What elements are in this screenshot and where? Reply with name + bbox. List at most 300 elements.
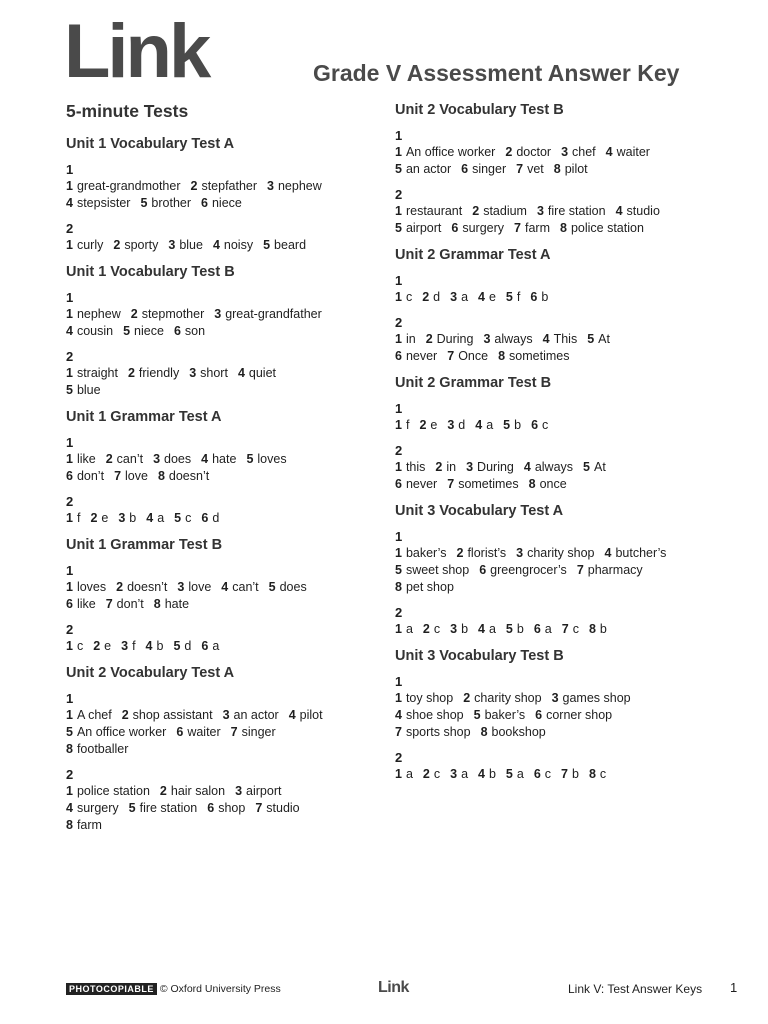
answer-item (66, 452, 96, 466)
answer-line (395, 562, 735, 579)
answer-number: 7 (255, 801, 263, 815)
answer-text: c (433, 767, 441, 781)
answer-text: police station (76, 784, 150, 798)
answer-text: doesn’t (168, 469, 210, 483)
answer-number: 7 (516, 162, 524, 176)
answer-line (395, 476, 735, 493)
answer-text: don’t (76, 469, 105, 483)
answer-text: never (405, 349, 438, 363)
answer-text: games shop (562, 691, 631, 705)
answer-text: f (516, 290, 521, 304)
answer-number: 5 (587, 332, 595, 346)
answer-number: 3 (536, 204, 544, 218)
answer-text: blue (76, 383, 101, 397)
answer-text: always (534, 460, 574, 474)
answer-number: 4 (542, 332, 550, 346)
answer-text: curly (76, 238, 104, 252)
answer-item (474, 708, 526, 722)
answer-number: 3 (450, 622, 458, 636)
answer-item (154, 597, 189, 611)
answer-text: a (157, 511, 165, 525)
answer-item (90, 511, 108, 525)
answer-item (118, 511, 136, 525)
exercise-block (66, 348, 376, 399)
answer-number: 1 (66, 580, 73, 594)
answer-item (201, 639, 219, 653)
answer-text: can’t (116, 452, 144, 466)
answer-item (168, 238, 203, 252)
exercise-number: 2 (395, 187, 403, 202)
answer-item (66, 383, 101, 397)
answer-number: 2 (127, 366, 135, 380)
answer-number: 6 (530, 290, 538, 304)
answer-text: At (598, 332, 610, 346)
answer-item (524, 460, 573, 474)
answer-test (66, 663, 376, 834)
answer-text: e (101, 511, 109, 525)
exercise-block (66, 289, 376, 340)
answer-number: 8 (498, 349, 506, 363)
exercise-block (395, 272, 735, 306)
answer-number: 4 (478, 622, 485, 636)
answer-number: 3 (561, 145, 569, 159)
footer-copyright (66, 983, 281, 995)
test-title: Unit 2 Vocabulary Test B (395, 102, 564, 118)
exercise-block (395, 604, 735, 638)
exercise-number: 2 (395, 443, 403, 458)
answer-number: 1 (395, 290, 402, 304)
answer-item (66, 238, 103, 252)
answer-text: son (184, 324, 206, 338)
answer-text: b (516, 622, 524, 636)
answer-number: 1 (66, 708, 73, 722)
answer-number: 7 (230, 725, 238, 739)
answer-text: a (544, 622, 552, 636)
answer-item (483, 332, 532, 346)
answer-line (66, 237, 376, 254)
answer-item (146, 639, 164, 653)
answer-item (506, 622, 524, 636)
answer-number: 7 (447, 477, 455, 491)
answer-text: blue (179, 238, 203, 252)
answer-text: sometimes (509, 349, 570, 363)
answer-line (395, 331, 735, 348)
answer-number: 1 (66, 784, 73, 798)
answer-number: 8 (153, 597, 161, 611)
answer-item (423, 767, 440, 781)
answer-item (395, 708, 464, 722)
answer-item (263, 238, 306, 252)
answer-number: 6 (533, 622, 541, 636)
answer-item (123, 324, 164, 338)
answer-number: 2 (472, 204, 480, 218)
answer-text: charity shop (527, 546, 595, 560)
answer-text: love (125, 469, 148, 483)
exercise-block (395, 528, 735, 596)
answer-text: short (200, 366, 228, 380)
answer-text: pharmacy (587, 563, 643, 577)
test-title: Unit 2 Vocabulary Test A (66, 665, 235, 681)
answer-text: don’t (116, 597, 144, 611)
answer-number: 2 (435, 460, 443, 474)
answer-item (160, 784, 225, 798)
answer-number: 8 (553, 162, 561, 176)
answer-item (554, 162, 588, 176)
answer-text: d (184, 639, 192, 653)
answer-text: like (76, 597, 96, 611)
left-tests (66, 134, 376, 834)
answer-number: 5 (505, 622, 513, 636)
answer-item (552, 691, 631, 705)
answer-text: pet shop (405, 580, 454, 594)
answer-item (589, 767, 606, 781)
answer-number: 5 (505, 290, 513, 304)
answer-item (505, 145, 551, 159)
answer-number: 4 (201, 452, 209, 466)
answer-item (190, 179, 257, 193)
answer-text: a (212, 639, 220, 653)
answer-number: 7 (395, 725, 402, 739)
answer-item (153, 452, 191, 466)
answer-text: shop (218, 801, 246, 815)
answer-line (66, 382, 376, 399)
answer-text: once (539, 477, 567, 491)
answer-item (395, 691, 453, 705)
answer-text: surgery (462, 221, 505, 235)
answer-item (131, 307, 204, 321)
answer-test (66, 262, 376, 399)
answer-text: florist’s (467, 546, 507, 560)
answer-text: quiet (248, 366, 277, 380)
answer-number: 2 (505, 145, 513, 159)
exercise-block (66, 766, 376, 834)
footer-logo: Link (378, 979, 409, 996)
answer-number: 5 (505, 767, 513, 781)
answer-text: a (461, 767, 469, 781)
answer-number: 1 (395, 691, 402, 705)
answer-line (66, 579, 376, 596)
answer-number: 3 (121, 639, 129, 653)
answer-number: 8 (395, 580, 402, 594)
answer-text: sweet shop (405, 563, 470, 577)
answer-item (589, 622, 607, 636)
answer-text: doesn’t (127, 580, 168, 594)
answer-item (479, 563, 567, 577)
answer-line (66, 741, 376, 758)
answer-item (113, 238, 158, 252)
answer-line (66, 451, 376, 468)
answer-text: c (599, 767, 607, 781)
answer-item (529, 477, 567, 491)
answer-text: charity shop (474, 691, 542, 705)
answer-item (395, 460, 425, 474)
answer-item (535, 708, 612, 722)
answer-text: a (486, 418, 494, 432)
answer-number: 1 (66, 452, 73, 466)
answer-number: 6 (451, 221, 459, 235)
exercise-number: 1 (66, 563, 74, 578)
answer-item (561, 145, 596, 159)
answer-test (395, 100, 735, 237)
answer-text: niece (211, 196, 242, 210)
answer-number: 4 (605, 145, 613, 159)
answer-text: noisy (223, 238, 254, 252)
test-title: Unit 3 Vocabulary Test A (395, 503, 564, 519)
answer-test (395, 373, 735, 493)
test-title: Unit 1 Vocabulary Test A (66, 136, 235, 152)
exercise-number: 1 (395, 273, 403, 288)
exercise-number: 1 (395, 401, 403, 416)
answer-number: 3 (450, 767, 458, 781)
answer-test (395, 646, 735, 783)
answer-item (466, 460, 514, 474)
answer-text: b (514, 418, 522, 432)
answer-item (478, 622, 496, 636)
answer-number: 6 (201, 196, 208, 210)
answer-number: 8 (480, 725, 488, 739)
photocopiable-badge: PHOTOCOPIABLE (66, 983, 157, 995)
answer-item (214, 307, 322, 321)
answer-number: 5 (473, 708, 481, 722)
answer-item (66, 469, 104, 483)
answer-number: 2 (105, 452, 113, 466)
answer-number: 2 (422, 622, 430, 636)
answer-item (213, 238, 253, 252)
answer-number: 5 (140, 196, 148, 210)
answer-text: corner shop (546, 708, 613, 722)
answer-line (66, 195, 376, 212)
answer-item (201, 196, 242, 210)
answer-text: greengrocer’s (490, 563, 567, 577)
answer-text: airport (405, 221, 442, 235)
answer-line (395, 579, 735, 596)
answer-number: 7 (105, 597, 113, 611)
answer-text: e (104, 639, 112, 653)
answer-text: shop assistant (132, 708, 213, 722)
answer-item (128, 366, 179, 380)
answer-line (66, 783, 376, 800)
answer-item (223, 708, 279, 722)
answer-item (583, 460, 606, 474)
answer-text: restaurant (405, 204, 463, 218)
answer-number: 6 (479, 563, 487, 577)
answer-line (395, 289, 735, 306)
answer-item (457, 546, 507, 560)
answer-item (447, 477, 518, 491)
answer-text: a (488, 622, 496, 636)
answer-text: d (433, 290, 441, 304)
answer-number: 1 (66, 366, 73, 380)
answer-item (66, 597, 96, 611)
answer-item (66, 366, 118, 380)
answer-number: 3 (214, 307, 222, 321)
answer-text: great-grandfather (225, 307, 322, 321)
answer-item (146, 511, 164, 525)
answer-number: 4 (478, 290, 485, 304)
answer-number: 7 (447, 349, 455, 363)
answer-item (66, 196, 130, 210)
answer-line (395, 690, 735, 707)
answer-line (395, 417, 735, 434)
answer-text: b (156, 639, 164, 653)
answer-item (129, 801, 198, 815)
exercise-number: 2 (66, 494, 74, 509)
answer-item (395, 725, 471, 739)
answer-number: 8 (588, 622, 596, 636)
exercise-block (395, 314, 735, 365)
answer-number: 6 (176, 725, 184, 739)
answer-number: 4 (523, 460, 531, 474)
answer-item (173, 639, 191, 653)
answer-item (478, 767, 496, 781)
answer-line (66, 638, 376, 655)
answer-item (506, 290, 520, 304)
exercise-block (66, 434, 376, 485)
answer-line (66, 306, 376, 323)
answer-item (395, 290, 412, 304)
answer-text: e (488, 290, 496, 304)
answer-item (516, 546, 594, 560)
answer-item (395, 767, 413, 781)
answer-item (426, 332, 474, 346)
answer-text: b (541, 290, 549, 304)
answer-number: 2 (113, 238, 121, 252)
answer-text: stepfather (201, 179, 258, 193)
answer-text: hate (212, 452, 237, 466)
answer-text: sometimes (458, 477, 519, 491)
answer-number: 1 (395, 418, 402, 432)
answer-number: 8 (588, 767, 596, 781)
test-title: Unit 2 Grammar Test B (395, 375, 552, 391)
answer-number: 1 (395, 546, 402, 560)
answer-item (66, 324, 113, 338)
exercise-number: 2 (395, 750, 403, 765)
answer-item (93, 639, 111, 653)
answer-item (395, 622, 413, 636)
answer-text: nephew (76, 307, 121, 321)
answer-test (66, 134, 376, 254)
answer-item (66, 801, 119, 815)
answer-line (66, 596, 376, 613)
answer-item (122, 708, 213, 722)
exercise-block (395, 400, 735, 434)
answer-item (269, 580, 307, 594)
answer-item (267, 179, 322, 193)
answer-item (221, 580, 258, 594)
answer-item (140, 196, 191, 210)
answer-text: sporty (124, 238, 159, 252)
exercise-number: 1 (66, 162, 74, 177)
answer-number: 8 (157, 469, 165, 483)
answer-item (514, 221, 550, 235)
answer-number: 5 (263, 238, 271, 252)
answer-item (106, 452, 143, 466)
answer-text: in (446, 460, 457, 474)
answer-text: always (494, 332, 533, 346)
answer-text: this (405, 460, 426, 474)
answer-item (503, 418, 521, 432)
answer-item (606, 145, 650, 159)
answer-text: farm (76, 818, 102, 832)
answer-item (481, 725, 546, 739)
answer-text: stepmother (141, 307, 205, 321)
answer-number: 2 (419, 418, 427, 432)
answer-text: baker’s (405, 546, 447, 560)
answer-text: chef (572, 145, 596, 159)
test-title: Unit 3 Vocabulary Test B (395, 648, 564, 664)
answer-number: 4 (478, 767, 485, 781)
exercise-block (66, 621, 376, 655)
exercise-number: 2 (66, 622, 74, 637)
answer-line (395, 348, 735, 365)
answer-line (66, 468, 376, 485)
answer-item (530, 290, 548, 304)
page-number: 1 (730, 980, 738, 995)
answer-number: 7 (561, 622, 569, 636)
answer-number: 5 (503, 418, 511, 432)
answer-item (478, 290, 496, 304)
answer-item (435, 460, 456, 474)
answer-number: 6 (533, 767, 541, 781)
answer-number: 1 (395, 145, 402, 159)
answer-text: b (599, 622, 607, 636)
answer-text: d (212, 511, 220, 525)
answer-item (531, 418, 548, 432)
answer-item (560, 221, 644, 235)
answer-text: butcher’s (615, 546, 667, 560)
answer-number: 2 (425, 332, 433, 346)
answer-text: An office worker (76, 725, 167, 739)
exercise-block (395, 749, 735, 783)
answer-item (616, 204, 660, 218)
answer-number: 4 (288, 708, 296, 722)
answer-text: vet (527, 162, 544, 176)
answer-text: pilot (299, 708, 323, 722)
exercise-block (395, 127, 735, 178)
answer-item (174, 324, 205, 338)
answer-number: 3 (551, 691, 559, 705)
answer-item (461, 162, 506, 176)
answer-number: 3 (516, 546, 524, 560)
answer-line (395, 724, 735, 741)
left-column (66, 100, 376, 842)
answer-text: fire station (139, 801, 198, 815)
answer-number: 3 (235, 784, 243, 798)
answer-item (66, 742, 128, 756)
answer-item (255, 801, 299, 815)
exercise-number: 2 (66, 221, 74, 236)
answer-number: 5 (268, 580, 276, 594)
answer-text: A chef (76, 708, 112, 722)
exercise-block (395, 442, 735, 493)
exercise-number: 1 (395, 128, 403, 143)
answer-text: toy shop (405, 691, 454, 705)
answer-item (395, 580, 454, 594)
footer-doc-name: Link V: Test Answer Keys (568, 982, 703, 996)
answer-item (121, 639, 135, 653)
answer-item (174, 511, 191, 525)
answer-text: pilot (564, 162, 588, 176)
answer-number: 5 (395, 162, 402, 176)
answer-item (395, 546, 447, 560)
answer-number: 4 (237, 366, 245, 380)
answer-item (201, 511, 219, 525)
answer-line (395, 707, 735, 724)
answer-text: Once (458, 349, 489, 363)
answer-number: 3 (466, 460, 474, 474)
exercise-block (395, 673, 735, 741)
exercise-block (66, 493, 376, 527)
